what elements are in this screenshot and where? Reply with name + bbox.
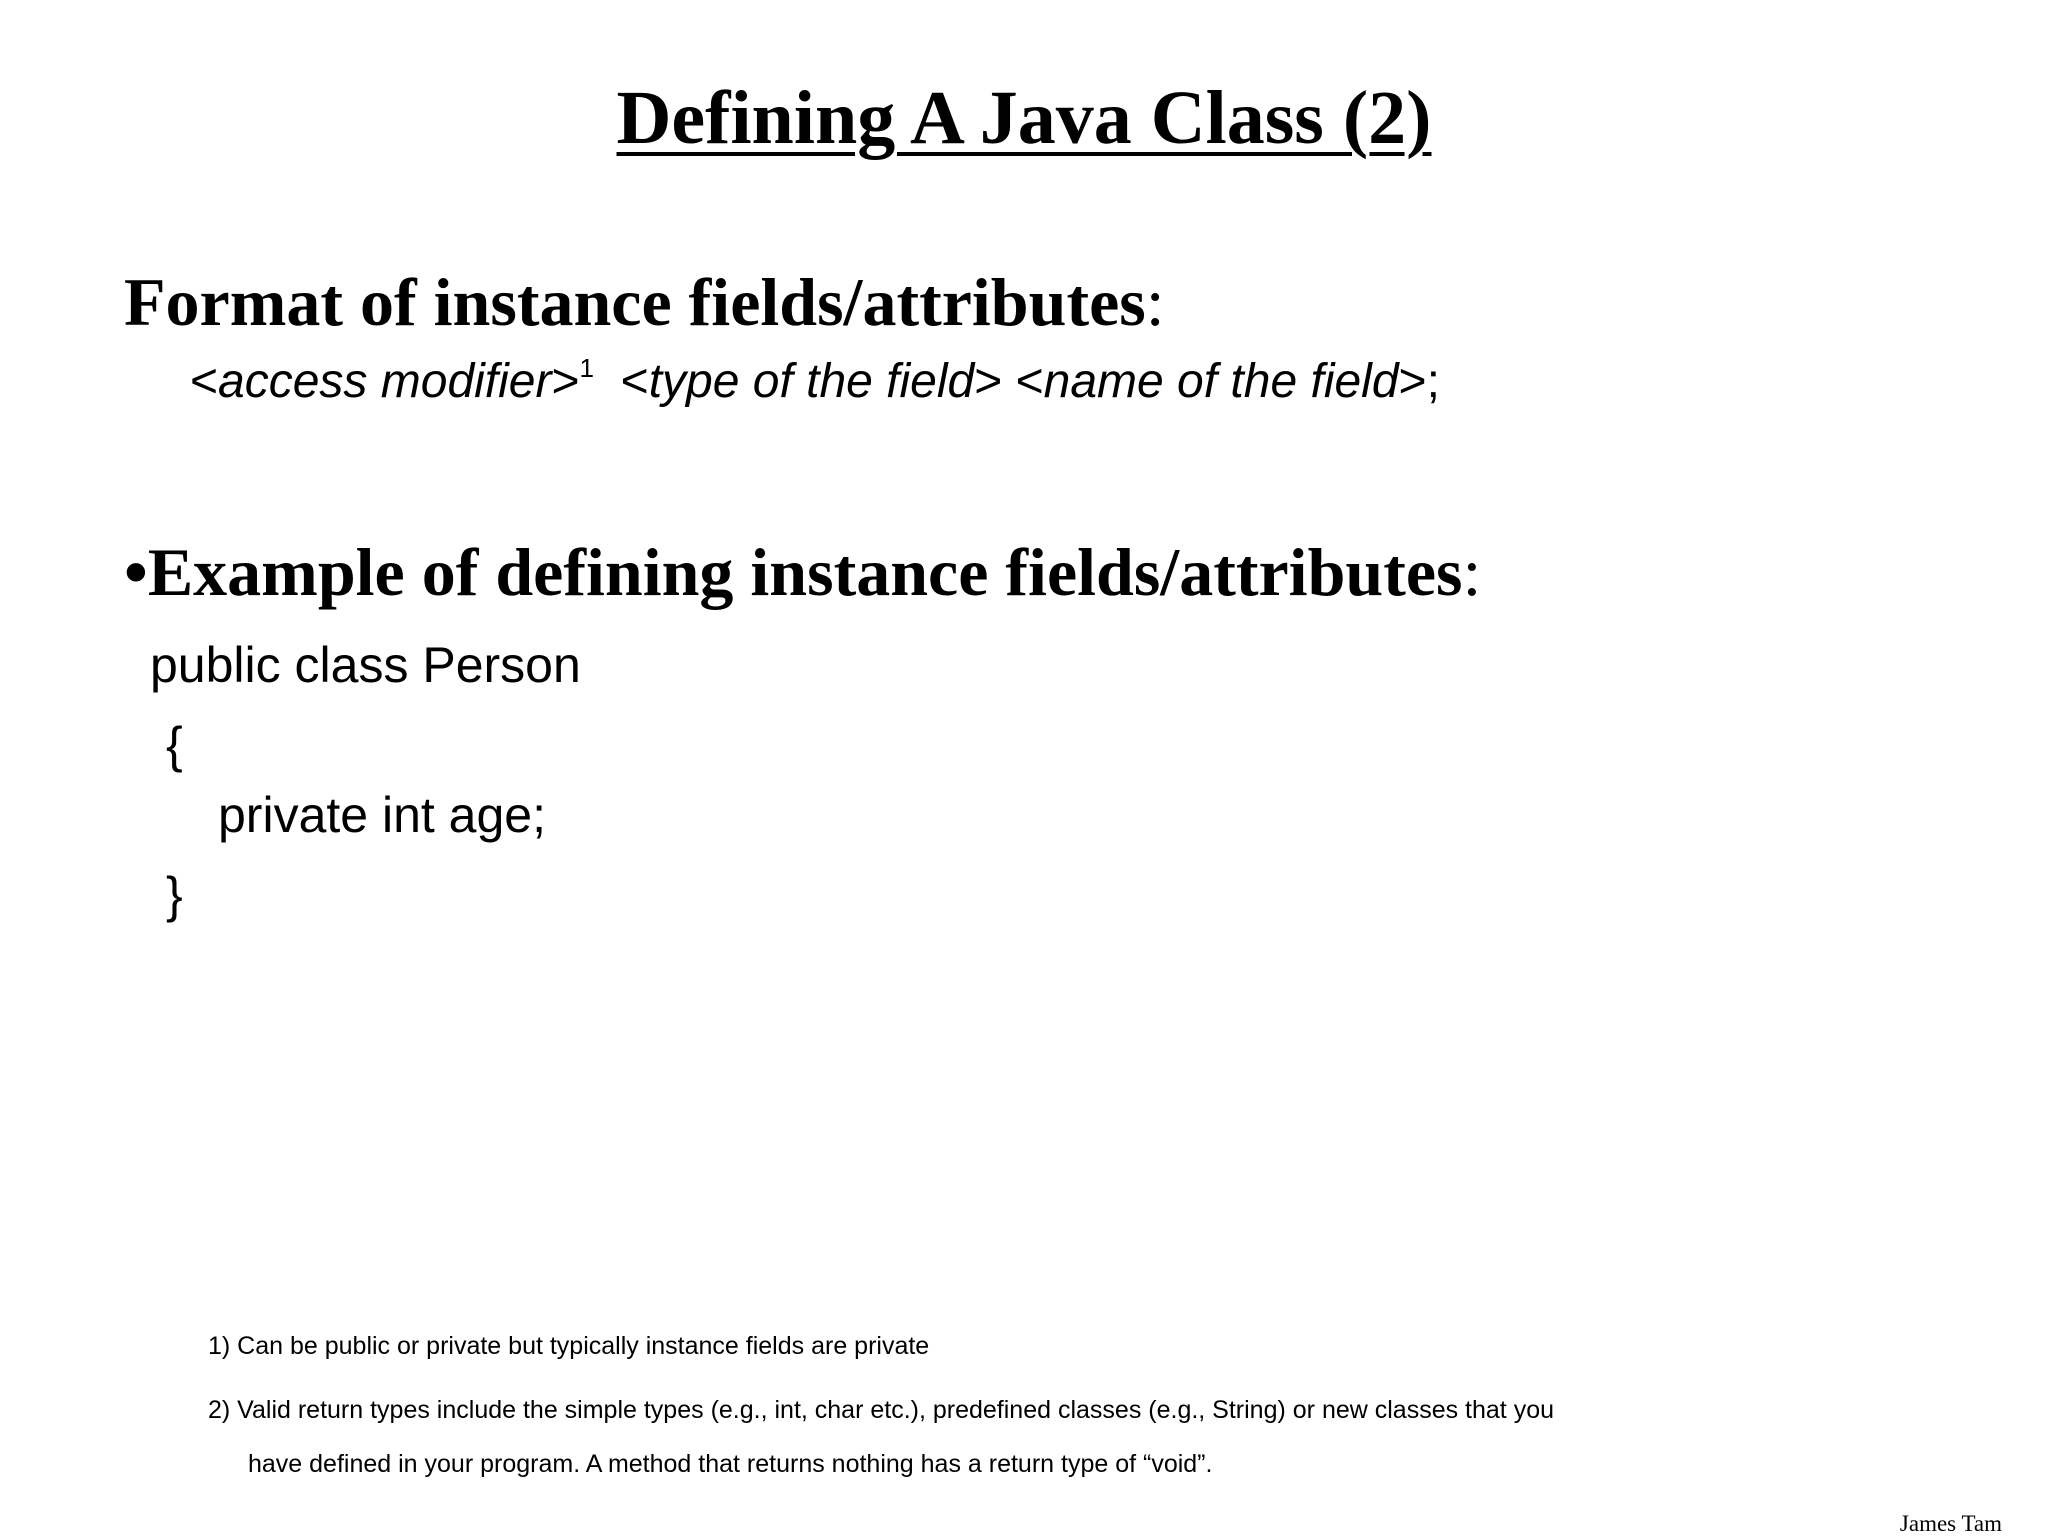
format-heading-colon: : <box>1145 264 1165 340</box>
slide-title-text: Defining A Java Class (2) <box>616 76 1432 160</box>
example-heading-colon: : <box>1462 534 1482 610</box>
format-lt: < <box>190 355 219 408</box>
format-heading <box>124 264 1165 340</box>
format-gt: > <box>551 355 580 408</box>
footnote-2-line-1: 2) Valid return types include the simple types (e.g., int, char etc.), predefined classes (e.g., String) or new classes that you <box>208 1396 1555 1424</box>
author-credit: James Tam <box>1899 1511 2002 1536</box>
format-heading-text: Format of instance fields/attributes <box>124 264 1146 340</box>
example-heading-text: Example of defining instance fields/attributes <box>147 534 1463 610</box>
access-modifier-placeholder: access modifier <box>218 355 552 408</box>
format-syntax-line <box>190 353 1440 408</box>
footnote-1: 1) Can be public or private but typically instance fields are private <box>208 1332 930 1360</box>
code-line-close-brace: } <box>166 867 183 923</box>
example-heading <box>124 534 1482 610</box>
code-line-class-declaration: public class Person <box>150 637 581 693</box>
footnote-2-line-2: have defined in your program. A method that returns nothing has a return type of “void”. <box>248 1450 1213 1478</box>
footnote-marker-1: 1 <box>579 353 594 383</box>
field-type-placeholder: type of the field <box>648 355 975 408</box>
slide-title <box>0 76 2048 160</box>
bullet-icon: • <box>124 534 148 610</box>
format-separator-2: > < <box>974 355 1044 408</box>
code-line-open-brace: { <box>166 717 183 773</box>
field-name-placeholder: name of the field <box>1043 355 1399 408</box>
code-line-field: private int age; <box>218 787 546 843</box>
format-end: >; <box>1398 355 1440 408</box>
format-separator-1: < <box>593 355 649 408</box>
